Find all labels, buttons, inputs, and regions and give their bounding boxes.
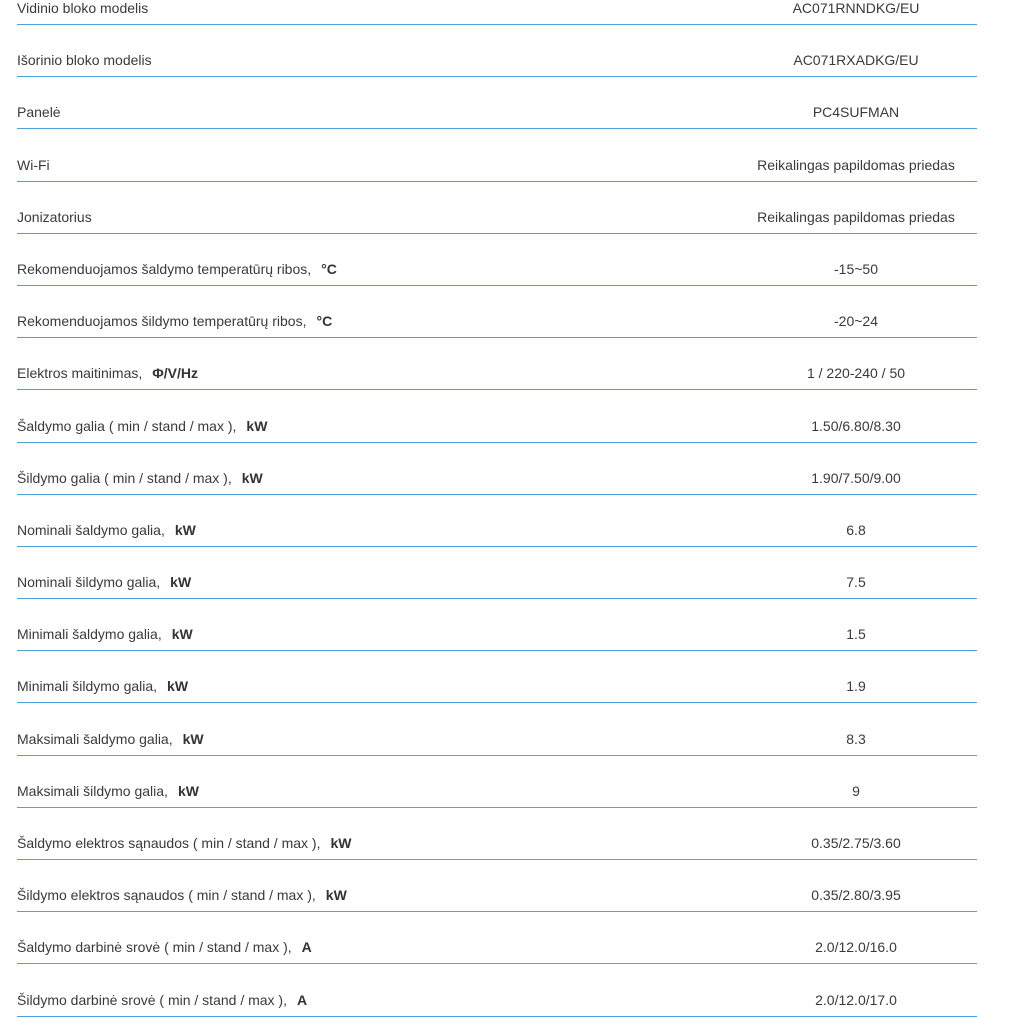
spec-value: -15~50	[834, 260, 878, 277]
spec-unit: kW	[167, 678, 189, 695]
spec-value: 1.90/7.50/9.00	[811, 469, 901, 486]
spec-unit: kW	[177, 782, 199, 799]
spec-row	[17, 912, 977, 964]
spec-unit: kW	[325, 887, 347, 904]
spec-row	[17, 808, 977, 860]
spec-row	[17, 234, 977, 286]
spec-value: -20~24	[834, 313, 878, 330]
spec-label: Rekomenduojamos šaldymo temperatūrų ribos, °C	[17, 260, 337, 277]
spec-unit: °C	[321, 260, 337, 277]
spec-label: Maksimali šaldymo galia, kW	[17, 730, 204, 747]
spec-value: 8.3	[846, 730, 866, 747]
spec-row	[17, 495, 977, 547]
spec-unit: kW	[330, 835, 352, 851]
spec-row	[17, 77, 977, 129]
spec-label: Panelė	[17, 104, 61, 121]
spec-label: Rekomenduojamos šildymo temperatūrų ribos, °C	[17, 313, 333, 330]
spec-row	[17, 129, 977, 181]
spec-table	[17, 0, 977, 1017]
spec-unit: kW	[241, 469, 263, 486]
spec-label: Šildymo darbinė srovė ( min / stand / max ), A	[17, 991, 308, 1008]
spec-value: Reikalingas papildomas priedas	[757, 208, 955, 225]
spec-label: Wi-Fi	[17, 156, 50, 173]
spec-row	[17, 860, 977, 912]
spec-label: Elektros maitinimas, Φ/V/Hz	[17, 365, 198, 382]
spec-label: Jonizatorius	[17, 208, 92, 225]
spec-label: Šaldymo darbinė srovė ( min / stand / max ), A	[17, 939, 312, 956]
spec-label: Šaldymo elektros sąnaudos ( min / stand / max ), kW	[17, 835, 352, 851]
spec-label: Šildymo elektros sąnaudos ( min / stand / max ), kW	[17, 887, 347, 904]
spec-row	[17, 703, 977, 755]
spec-label: Minimali šildymo galia, kW	[17, 678, 189, 695]
spec-row	[17, 651, 977, 703]
spec-row	[17, 547, 977, 599]
spec-unit: kW	[171, 626, 193, 643]
spec-row	[17, 182, 977, 234]
spec-unit: kW	[246, 417, 268, 434]
spec-label: Maksimali šildymo galia, kW	[17, 782, 199, 799]
spec-label: Išorinio bloko modelis	[17, 52, 152, 69]
spec-value: 0.35/2.75/3.60	[811, 835, 901, 851]
spec-value: 7.5	[846, 574, 866, 591]
spec-label: Šaldymo galia ( min / stand / max ), kW	[17, 417, 268, 434]
spec-unit: °C	[316, 313, 333, 330]
spec-label: Šildymo galia ( min / stand / max ), kW	[17, 469, 263, 486]
spec-row	[17, 599, 977, 651]
spec-value: 2.0/12.0/17.0	[815, 991, 897, 1008]
spec-unit: kW	[182, 730, 204, 747]
spec-row	[17, 390, 977, 442]
spec-row	[17, 756, 977, 808]
spec-row	[17, 338, 977, 390]
spec-unit: kW	[174, 521, 196, 538]
spec-label: Minimali šaldymo galia, kW	[17, 626, 193, 643]
spec-value: 1.9	[846, 678, 866, 695]
spec-unit: A	[301, 939, 312, 956]
spec-value: PC4SUFMAN	[812, 104, 900, 121]
spec-unit: A	[297, 991, 308, 1008]
spec-value: 9	[852, 782, 860, 799]
spec-row	[17, 25, 977, 77]
spec-row	[17, 0, 977, 25]
spec-value: 1.5	[846, 626, 866, 643]
spec-label: Nominali šaldymo galia, kW	[17, 521, 196, 538]
spec-row	[17, 964, 977, 1016]
spec-value: AC071RNNDKG/EU	[792, 0, 920, 16]
spec-value: 2.0/12.0/16.0	[815, 939, 897, 956]
spec-unit: kW	[170, 574, 192, 591]
spec-value: 6.8	[846, 521, 866, 538]
spec-value: 0.35/2.80/3.95	[811, 887, 901, 904]
spec-value: 1.50/6.80/8.30	[811, 417, 901, 434]
spec-value: Reikalingas papildomas priedas	[757, 156, 955, 173]
spec-unit: Φ/V/Hz	[152, 365, 198, 382]
spec-label: Vidinio bloko modelis	[17, 0, 149, 16]
spec-label: Nominali šildymo galia, kW	[17, 574, 192, 591]
spec-value: 1 / 220-240 / 50	[806, 365, 906, 382]
spec-value: AC071RXADKG/EU	[793, 52, 919, 69]
spec-row	[17, 286, 977, 338]
spec-row	[17, 443, 977, 495]
